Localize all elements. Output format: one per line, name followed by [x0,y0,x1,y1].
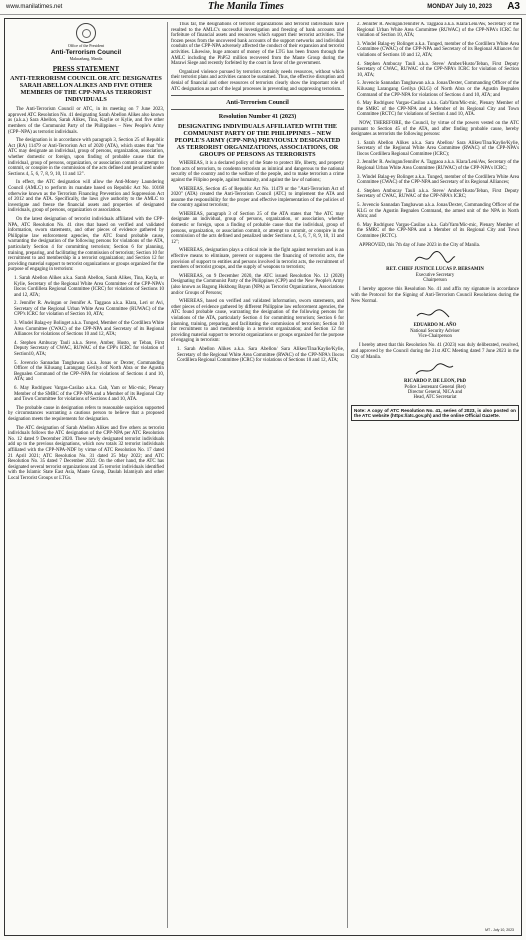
page-number: A3 [507,1,520,12]
press-statement-label: PRESS STATEMENT [52,64,120,73]
designated-person-item: 5. Jovencio Sannadan Tangbawan a.k.a. Jonas/Dexter, Commanding Officer of the KLG or the Agustin Begnalen Command, the armed unit of the NPA in North Abra; and [357,203,519,220]
press-closing-paragraph: The ATC designation of Sarah Abellon Alikes and five others as terrorist individuals follows the ATC designation of the CPP-NPA per ATC Resolution No. 12 dated 9 December 2020. These newly designated terrorist individuals add up to the previous designations, which now totals 32 terrorist individuals affiliated with the CPP-NPA-NDF by virtue of ATC Resolution No. 17 dated 21 April 2021; ATC Resolution No. 31 dated 25 May 2022; and ATC Resolution No. 35 dated 7 December 2022. On the other hand, the ATC has designated several terrorist organizations and 35 terrorist individuals identified with the Islamic State East Asia, Maute Group, Daulah Islamiyah and other Local Terrorist Groups or LTGs. [8,425,164,481]
designated-person-item: 4. Stephen Ambucay Tauli a.k.a. Steve/ Amber/Husto/Teban, First Deputy Secretary of CWAC, RUWAC of the CPP-NPA's ICRC; [357,188,519,200]
website-note-box: Note: A copy of ATC Resolution No. 41, series of 2023, is also posted on the ATC website (https://atc.gov.ph) and the online Official Gazette. [351,405,519,421]
middle-column [171,22,344,934]
approval-statement: I hereby approve this Resolution No. 41 and affix my signature in accordance with the Protocol for the Signing of Anti-Terrorism Council Resolutions during the New Normal. [351,287,519,304]
designated-person-item: 1. Sarah Abellon Alikes a.k.a. Sara Abellon/ Sara Alikes/Tina/Kaylie/Kylie, Secretary of the Regional White Area Committee (RWAC) of the CPP-NPA's Ilocos Cordillera Regional Committee (ICRC); [357,140,519,157]
signature-block-secretariat [351,379,519,401]
attestation-statement: I hereby attest that this Resolution No. 41 (2023) was duly deliberated, resolved, and approved by the Council during the 21st ATC Meeting dated 7 June 2023 in the City of Manila. [351,343,519,360]
signatory-title: National Security Adviser [410,328,460,334]
press-closing-paragraph: Organized violence pursued by terrorists certainly needs resources, without which their terrorist plans and activities cannot be sustained. Thus, the effective disruption and denial of financial and other resources of terrorists clearly show the important role of ATC designation as part of the legal processes in preventing and suppressing terrorism. [171,69,344,92]
signature-block-vice-chairperson [351,323,519,339]
masthead [0,0,526,15]
whereas-clause: WHEREAS, it is a declared policy of the State to protect life, liberty, and property from acts of terrorism, to condemn terrorism as inimical and dangerous to the national security of the country and to the welfare of the people, and to make terrorism a crime against the Filipino people, against humanity, and against the law of nations; [171,161,344,183]
whereas-clause: WHEREAS, Section 45 of Republic Act No. 11479 or the "Anti-Terrorism Act of 2020" (ATA) created the Anti-Terrorism Council (ATC) to implement the ATA and assume the responsibility for the proper and effective implementation of the policies of the country against terrorism; [171,186,344,209]
logo-location: Malacañang, Manila [69,56,103,62]
signatory-role: Chairperson [423,278,447,283]
press-list-item: 1. Sarah Abellon Alikes a.k.a. Sarah Abellon, Sarah Alikes, Tina, Kayla, or Kylie, Secretary of the Regional White Area Committee of the CPP-NPA's Ilocos Cordillera Regional Committee (ICRC) for violations of Sections 10 and 12, ATA; [14,275,164,298]
logo-office: Office of the President [67,43,105,48]
signature-block-chairperson [351,267,519,283]
resolution-list-item: 6. May Rodriguez Vargas-Casilao a.k.a. Gab/Yam/Mic-mic, Plenary Member of the SMRC of the CPP-NPA and a Member of its Regional City and Town Committee (RCTC) for violations of Section 4 and 10, ATA. [357,101,519,118]
press-list-item: 4. Stephen Ambucay Tauli a.k.a. Steve, Amber, Husto, or Teban, First Deputy Secretary of CWAC, RUWAC of the CPP's ICRC for violation of Section10, ATA; [14,340,164,358]
press-paragraph: On the latest designation of terrorist individuals affiliated with the CPP-NPA, ATC Resolution No. 41 cites that based on verified and validated information, sworn statements, and other pieces of evidence gathered by Philippine law enforcement agencies, the ATC found probable cause, warranting the designation of the following persons for violations of the ATA, particularly Section 4 for committing terrorism; Section 6 for planning, training, preparing, and facilitating the commission of terrorism; Section 10 for recruitment to and membership in a terrorist organization; and Section 12 for providing material support to terrorist organizations or groups organized for the purpose of engaging in terrorism: [8,216,164,273]
designated-person-item: 3. Windel Balag-ey Bolinget a.k.a. Tunged, member of the Cordillera White Area Committee (CWAC) of the CPP-NPA and Secretary of its Regional Alliances; [357,174,519,186]
resolution-list-item: 3. Windel Balag-ey Bolinget a.k.a. Tunged, member of the Cordillera White Area Committee (CWAC) of the CPP-NPA and Secretary of its Regional Alliances for violations of Sections 10 and 12, ATA; [357,41,519,58]
whereas-clause: WHEREAS, designation plays a critical role in the fight against terrorism and is an effective means to eliminate, prevent or suppress the financing of terrorist acts, the provision of support to entities and persons involved in terrorist acts, the recruitment of members of terrorist groups, and the supply of weapons to terrorists; [171,248,344,271]
now-therefore-clause: NOW, THEREFORE, the Council, by virtue of the powers vested on the ATC pursuant to Section 45 of the ATA, and after finding probable cause, hereby designates as terrorists the following persons: [351,120,519,138]
press-paragraph: The designation is in accordance with paragraph 3, Section 25 of Republic Act (RA) 11479 or Anti-Terrorism Act of 2020 (ATA), which states that "the ATC may designate an individual, group of persons, organization, association, whether domestic or foreign, upon finding of probable cause that the individual, group of persons, organization, or association commit or attempt to commit, or conspire in the commission of the acts defined and penalized under Sections 4, 5, 6, 7, 8, 9, 10, 11 and 12". [8,138,164,177]
signatory-title: Police Lieutenant General (Ret) [404,384,466,390]
signatory-title: Executive Secretary [415,272,455,278]
signatory-role: Vice-Chairperson [418,334,452,339]
press-paragraph: In effect, the ATC designation will allow the Anti-Money Laundering Council (AMLC) to perform its mandate based on Republic Act No. 10168 otherwise known as the Terrorism Financing Prevention and Suppression Act of 2012 and the ATA. Specifically, the laws give authority to the AMLC to investigate and freeze the financial assets and properties of designated individuals, group of persons, organization or association. [8,180,164,214]
designated-person-item: 2. Jennifer R. Awingan/Jennifer A. Taggaoa a.k.a. Klara/Leni/Aw, Secretary of the Regional Urban White Area Committee (RUWAC) of the CPP-NPA's ICRC; [357,160,519,172]
atc-seal-icon [76,23,96,43]
signatory-role: Director General, NICA and [407,390,463,395]
section-divider [171,95,344,96]
signature-scribble-icon [351,251,519,265]
masthead-paper-name: The Manila Times [208,1,284,12]
resolution-number: Resolution Number 41 (2023) [218,113,297,121]
resolution-list-item: 1. Sarah Abellon Alikes a.k.a. Sara Abellon/ Sara Alikes/Tina/Kaylie/Kylie, Secretary of the Regional White Area Committee (RWAC) of the CPP-NPA's Ilocos Cordillera Regional Committee (ICRC) for violations of Sections 10 and 12, ATA; [177,346,344,364]
ad-code: MT - July 10, 2023 [485,928,514,932]
resolution-list-item: 2. Jennifer R. Awingan/Jennifer A. Taggaoa a.k.a. Klara/Leni/Aw, Secretary of the Regional Urban White Area Committee (RUWAC) of the CPP-NPA's ICRC for violation of Section 10, ATA; [357,22,519,39]
press-closing-paragraph: The probable cause in designation refers to reasonable suspicion supported by circumstances warranting a cautious person to believe that a proposed designation meets the requirements for designation. [8,405,164,422]
resolution-list-item: 5. Jovencio Sannadan Tangbawan a.k.a. Jonas/Dexter, Commanding Officer of the Kilusang Larangang Gerilya (KLG) of North Abra or the Agustin Begnalen Command of the CPP-NPA for violations of Sections 4 and 10, ATA; and [357,81,519,98]
right-column [351,22,519,934]
signatory-name: EDUARDO M. AÑO [413,323,457,329]
press-list-item: 5. Jovencio Sannadan Tangbawan a.k.a. Jonas or Dexter, Commanding Officer of the Kilusang Larangang Gerilya of North Abra or the Agustin Begnalen Command of the CPP–NPA for violations of Sections 4 and 10, ATA; and [14,360,164,383]
whereas-clause: WHEREAS, paragraph 3 of Section 25 of the ATA states that "the ATC may designate an individual, group of persons, organization, or association, whether domestic or foreign, upon a finding of probable cause that the individual, group of persons, organization, or association commit, or attempt to commit, or conspire in the commission of the acts defined and penalized under Sections 4, 5, 6, 7, 8, 9, 10, 11 and 12"; [171,211,344,245]
section-divider [171,109,344,110]
signature-scribble-icon [351,363,519,377]
signatory-name: RET. CHIEF JUSTICE LUCAS P. BERSAMIN [386,267,484,273]
press-statement-column [8,22,164,934]
designated-person-item: 6. May Rodriguez Vargas-Casilao a.k.a. Gab/Yam/Mic-mic, Plenary Member of the SMRC of the CPP-NPA and a Member of its Regional City and Town Committee (RCTC). [357,222,519,239]
signatory-role: Head, ATC Secretariat [413,395,457,401]
whereas-clause: WHEREAS, based on verified and validated information, sworn statements, and other pieces of evidence gathered by different Philippine law enforcement agencies, the ATC found probable cause, warranting the designation of the following persons for violations of the ATA, particularly Section 4 for committing terrorism; Section 6 for planning, training, preparing, and facilitating the commission of terrorism; Section 10 for recruitment to and membership in a terrorist organization; and Section 12 for providing material support to terrorist organizations or groups organized for the purpose of engaging in terrorism: [171,299,344,344]
whereas-clause: WHEREAS, on 9 December 2020, the ATC issued Resolution No. 12 (2020) Designating the Communist Party of the Philippines (CPP) and the New People's Army (also known as Bagong Hukbong Bayan (NPA) as Terrorist Organizations, Associations and/or Groups of Persons; [171,273,344,296]
resolution-list-item: 4. Stephen Ambucay Tauli a.k.a. Steve/ Amber/Husto/Teban, First Deputy Secretary of CWAC, RUWAC of the CPP-NPA's ICRC for violation of Section 10, ATA; [357,61,519,78]
logo-council: Anti-Terrorism Council [50,48,122,56]
signature-scribble-icon [351,307,519,321]
press-paragraph: The Anti-Terrorism Council or ATC, in its meeting on 7 June 2023, approved ATC Resolution No. 41 designating Sarah Abellon Alikes also known as (a.k.a.) Sara Abellon, Sarah Alikes, Tina, Kaylie or Kylie, and five other members of the Communist Party of the Philippines – New People's Army (CPP–NPA) as terrorist individuals. [8,107,164,135]
signatory-name: RICARDO P. DE LEON, PhD [404,379,466,385]
masthead-date: MONDAY July 10, 2023 [427,4,492,10]
press-closing-paragraph: Thus far, the designations of terrorist organizations and terrorist individuals have resulted to the AMLC's successful investigation and freezing of bank accounts and forfeiture of financial assets and resources which support their terrorist activities. The frozen pesos from the uncovered bank accounts of the support networks and individual conduits of the CPP-NPA adversely affected the conduct of their expansion and terrorist activities. Likewise, huge amount of money of the LTG has been frozen through the AMLC including the PhP52 million recovered from the Maute Group during the Marawi Siege and recently forfeited by the court in favor of the government. [171,22,344,67]
approved-clause: APPROVED, this 7th day of June 2023 in the City of Manila. [359,242,481,248]
press-list-item: 2. Jennifer R. Awingan or Jennifer A. Taggaoa a.k.a. Klara, Leri or Avi, Secretary of the Regional Urban White Area Committee (RUWAC) of the CPP's ICRC for violation of Section 10, ATA; [14,301,164,318]
atc-logo-block [8,23,164,62]
column-divider [347,22,348,928]
press-list-item: 3. Windel Balag-ey Bolinget a.k.a. Tunged, Member of the Cordillera White Area Committee (CWAC) of the CPP-NPA and Secretary of its Regional Alliances for violations of Sections 10 and 12, ATA; [14,321,164,338]
resolution-title: DESIGNATING INDIVIDUALS AFFILIATED WITH THE COMMUNIST PARTY OF THE PHILIPPINES – NEW PEOPLE'S ARMY (CPP-NPA) PREVIOUSLY DESIGNATED AS TERRORIST ORGANIZATIONS, ASSOCIATIONS, OR GROUPS OF PERSONS AS TERRORISTS [174,123,341,159]
press-list-item: 6. May Rodriguez Vargas-Casilao a.k.a. Gab, Yam or Mic-mic, Plenary Member of the SMRC of the CPP-NPA and a Member of its Regional City and Town Committee for violations of Sections 4 and 10, ATA. [14,386,164,403]
resolution-council-heading: Anti-Terrorism Council [226,99,289,107]
press-headline: ANTI-TERRORISM COUNCIL OR ATC DESIGNATES SARAH ABELLON ALIKES AND FIVE OTHER MEMBERS OF THE CPP-NPA AS TERRORIST INDIVIDUALS [10,75,162,104]
column-divider [167,22,168,928]
masthead-url[interactable]: www.manilatimes.net [6,4,63,10]
